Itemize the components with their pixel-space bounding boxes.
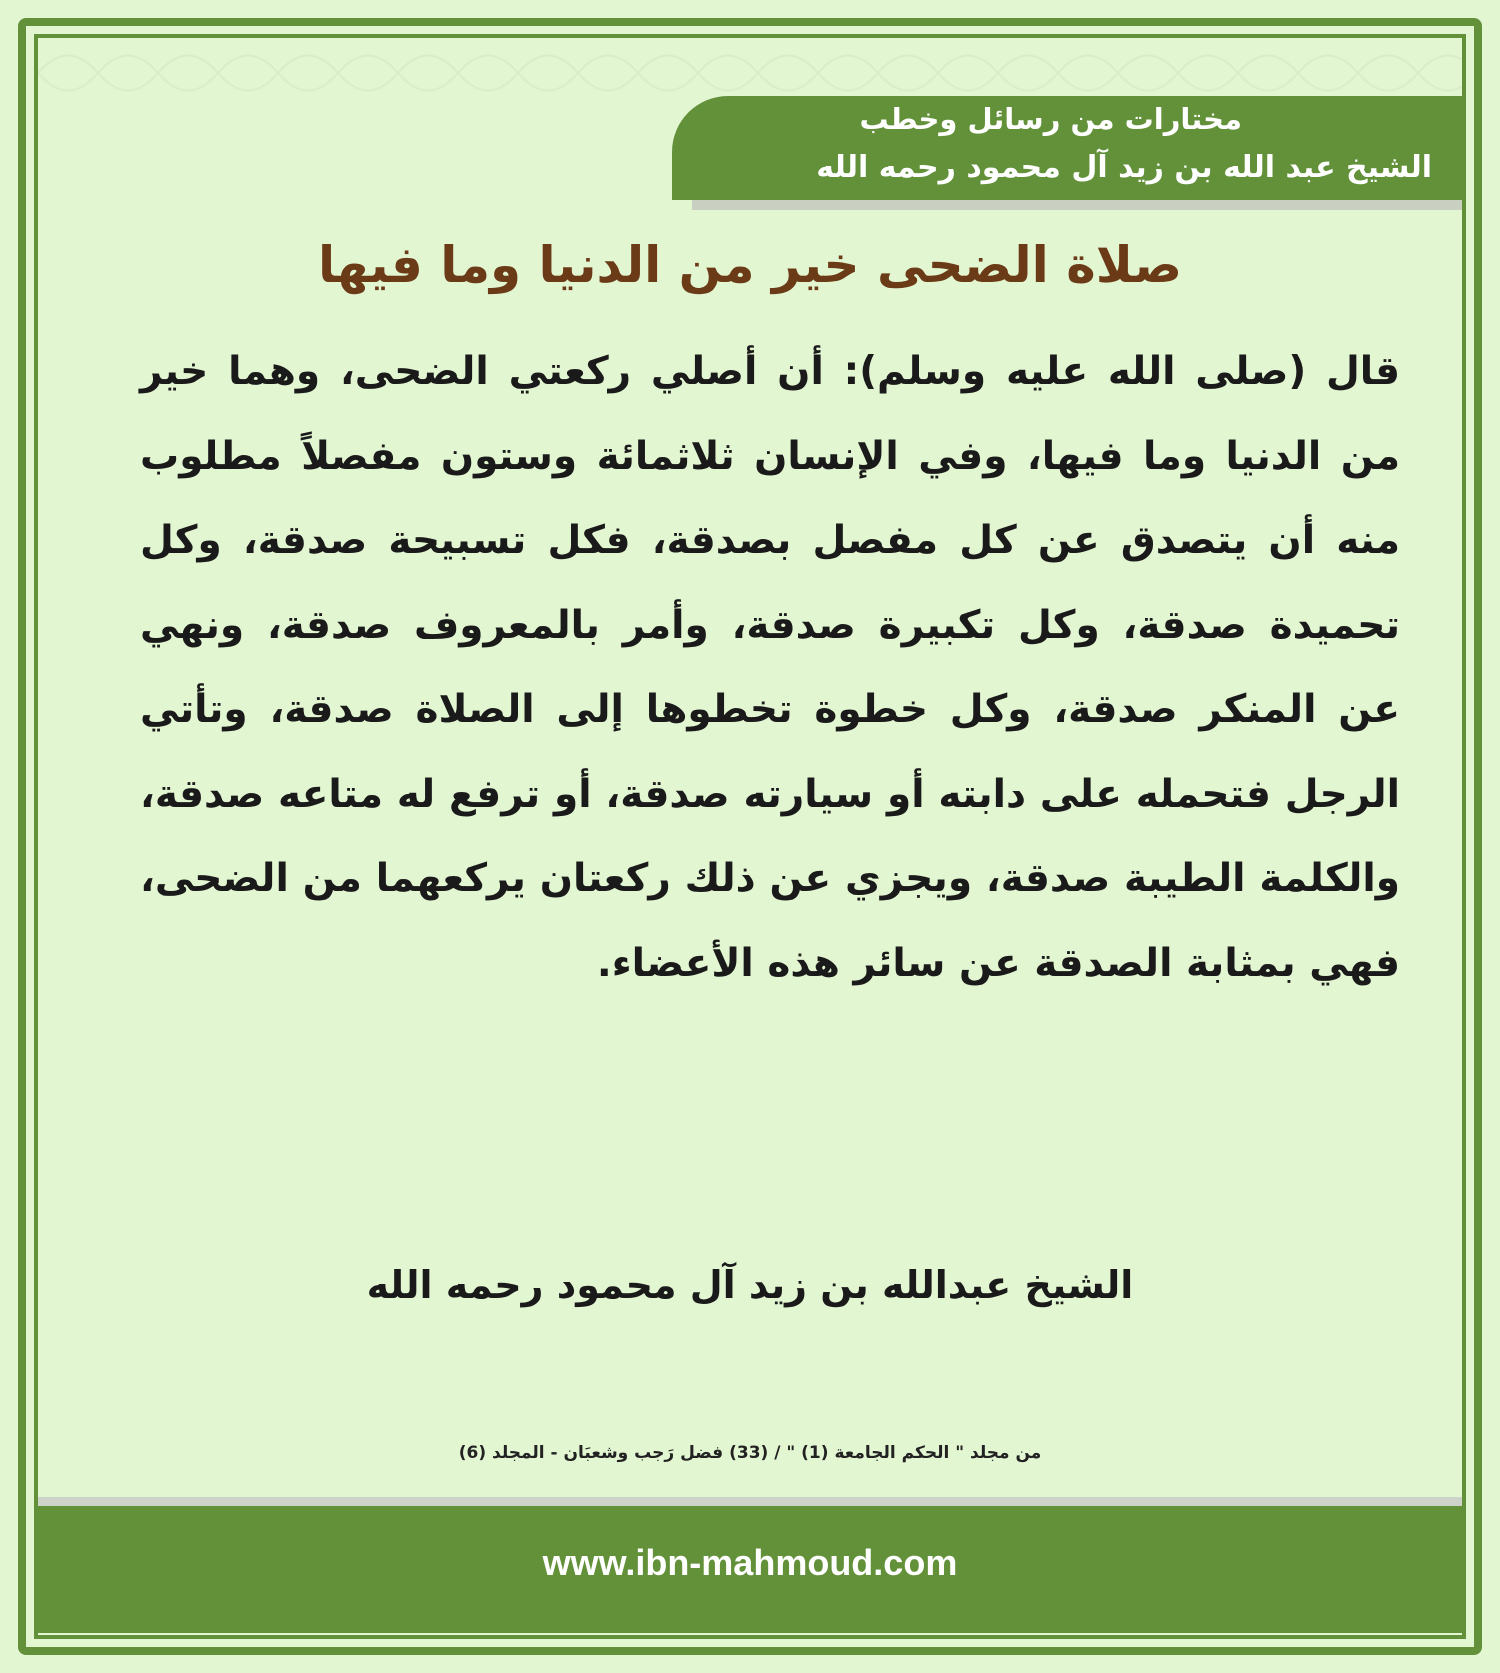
footer-band — [38, 1506, 1462, 1633]
page-title: صلاة الضحى خير من الدنيا وما فيها — [317, 236, 1183, 294]
header-band — [672, 96, 1462, 200]
footer-url[interactable]: www.ibn-mahmoud.com — [542, 1542, 958, 1583]
header-series-title: مختارات من رسائل وخطب — [859, 102, 1242, 136]
body-text: قال (صلى الله عليه وسلم): أن أصلي ركعتي الضحى، وهما خير من الدنيا وما فيها، وفي الإنسان ثلاثمائة وستون مفصلاً مطلوب منه أن يتصدق عن كل مفصل بصدقة، فكل تسبيحة صدقة، وكل تحميدة صدقة، وكل تكبيرة صدقة، وأمر بالمعروف صدقة، ونهي عن المنكر صدقة، وكل خطوة تخطوها إلى الصلاة صدقة، وتأتي الرجل فتحمله على دابته أو سيارته صدقة، أو ترفع له متاعه صدقة، والكلمة الطيبة صدقة، ويجزي عن ذلك ركعتان يركعهما من الضحى، فهي بمثابة الصدقة عن سائر هذه الأعضاء. — [140, 349, 1400, 986]
header-author: الشيخ عبد الله بن زيد آل محمود رحمه الله — [816, 150, 1432, 185]
signature: الشيخ عبدالله بن زيد آل محمود رحمه الله — [366, 1263, 1134, 1307]
source-citation: من مجلد " الحكم الجامعة (1) " / (33) فضل رَجب وشعبَان - المجلد (6) — [458, 1443, 1042, 1463]
